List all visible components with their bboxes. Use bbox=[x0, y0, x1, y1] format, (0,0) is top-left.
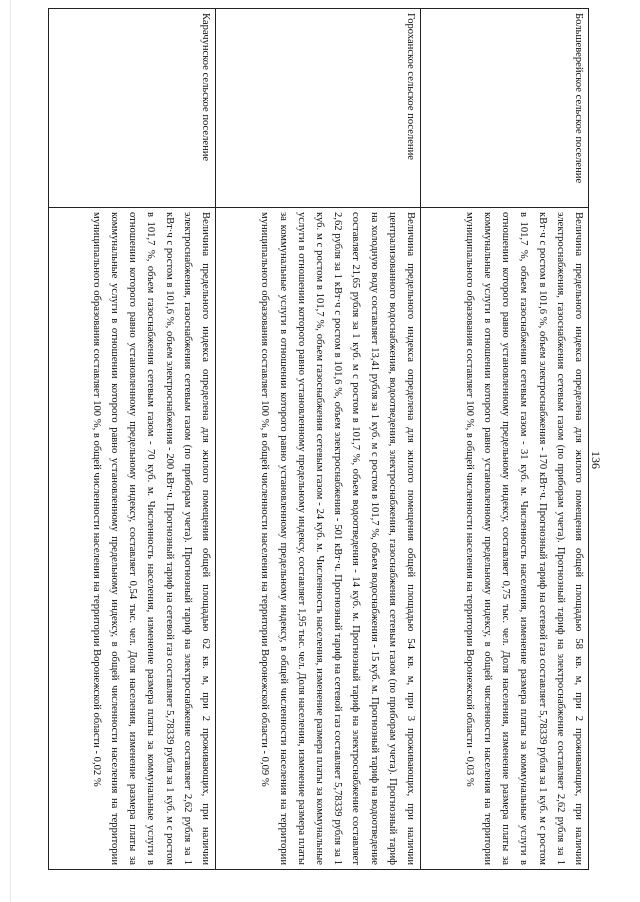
table-row bbox=[421, 9, 589, 870]
settlement-name: Большеверейское сельское поселение bbox=[421, 9, 589, 208]
rotated-table-frame bbox=[49, 8, 589, 870]
index-description: Величина предельного индекса определена для жилого помещения общей площадью 62 кв. м, при 2 проживающих, при наличии электроснабжения, газоснабжения сетевым газом (по приборам учета). Прогнозный тариф на электроснабжение составляет 2,62 рубля за 1 кВт·ч с ростом в 101,6 %, объем электроснабжения - 200 кВт·ч. Прогнозный тариф на сетевой газ составляет 5,78339 рубля за 1 куб. м с ростом в 101,7 %, объем газоснабжения сетевым газом - 70 куб. м. Численность населения, изменение размера платы за коммунальные услуги в отношении которого равно установленному предельному индексу, составляет 0,54 тыс. чел. Доля населения, изменение размера платы за коммунальные услуги в отношении которого равно установленному предельному индексу, в общей численности населения на территории муниципального образования составляет 100 %, в общей численности населения на территории Воронежской области - 0,02 % bbox=[49, 208, 216, 870]
table-row bbox=[216, 9, 421, 870]
scan-edge-line bbox=[10, 0, 11, 902]
settlement-name: Гороханское сельское поселение bbox=[216, 9, 421, 208]
index-description: Величина предельного индекса определена для жилого помещения общей площадью 54 кв. м, при 3 проживающих, при наличии централизованного водоснабжения, водоотведения, электроснабжения, газоснабжения сетевым газом (по приборам учета). Прогнозный тариф на холодную воду составляет 13,41 рубля за 1 куб. м с ростом в 101,7 %, объем водоснабжения - 15 куб. м. Прогнозный тариф на водоотведение составляет 21,65 рубля за 1 куб. м с ростом в 101,7 %, объем водоотведения - 14 куб. м. Прогнозный тариф на электроснабжение составляет 2,62 рубля за 1 кВт·ч с ростом в 101,6 %, объем электроснабжения - 501 кВт·ч. Прогнозный тариф на сетевой газ составляет 5,78339 рубля за 1 куб. м с ростом в 101,7 %, объем газоснабжения сетевым газом - 24 куб. м. Численность населения, изменение размера платы за коммунальные услуги в отношении которого равно установленному предельному индексу, составляет 1,95 тыс. чел. Доля населения, изменение размера платы за коммунальные услуги в отношении которого равно установленному предельному индексу, в общей численности населения на территории муниципального образования составляет 100 %, в общей численности населения на территории Воронежской области - 0,09 % bbox=[216, 208, 421, 870]
index-table bbox=[48, 8, 589, 870]
settlement-name: Карачунское сельское поселение bbox=[49, 9, 216, 208]
page-number: 136 bbox=[589, 451, 603, 469]
index-description: Величина предельного индекса определена для жилого помещения общей площадью 58 кв. м, при 2 проживающих, при наличии электроснабжения, газоснабжения сетевым газом (по приборам учета). Прогнозный тариф на электроснабжение составляет 2,62 рубля за 1 кВт·ч с ростом в 101,6 %, объем электроснабжения - 170 кВт·ч. Прогнозный тариф на сетевой газ составляет 5,78339 рубля за 1 куб. м с ростом в 101,7 %, объем газоснабжения сетевым газом - 31 куб. м. Численность населения, изменение размера платы за коммунальные услуги в отношении которого равно установленному предельному индексу, составляет 0,75 тыс. чел. Доля населения, изменение размера платы за коммунальные услуги в отношении которого равно установленному предельному индексу, в общей численности населения на территории муниципального образования составляет 100 %, в общей численности населения на территории Воронежской области - 0,03 % bbox=[421, 208, 589, 870]
table-row bbox=[49, 9, 216, 870]
